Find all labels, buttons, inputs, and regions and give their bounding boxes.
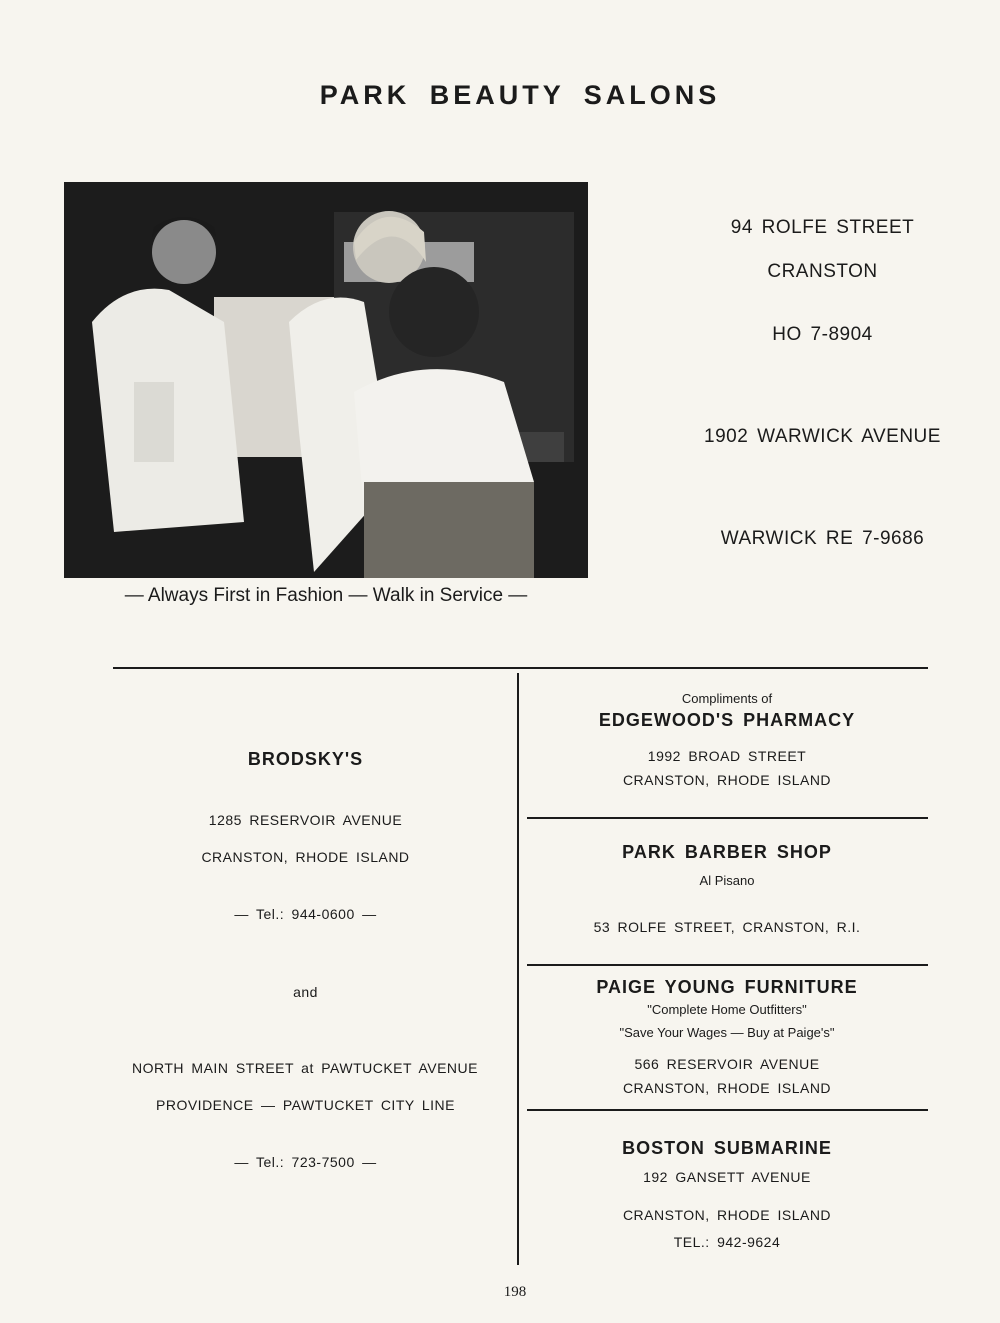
barber-name: PARK BARBER SHOP bbox=[622, 842, 832, 862]
salon-slogan: — Always First in Fashion — Walk in Service — bbox=[124, 585, 528, 606]
boston-address: 192 GANSETT AVENUE bbox=[643, 1169, 811, 1185]
section-divider bbox=[113, 667, 928, 669]
salon-city-1: CRANSTON bbox=[767, 261, 878, 282]
paige-city: CRANSTON, RHODE ISLAND bbox=[622, 1080, 832, 1096]
salon-phone-1: HO 7-8904 bbox=[772, 324, 873, 345]
edgewood-name: EDGEWOOD'S PHARMACY bbox=[598, 710, 856, 730]
salon-address-1: 94 ROLFE STREET bbox=[730, 217, 915, 238]
edgewood-compliments: Compliments of bbox=[681, 691, 773, 706]
salon-address-2: 1902 WARWICK AVENUE bbox=[704, 426, 941, 447]
salon-photo-illustration bbox=[64, 182, 588, 578]
boston-name: BOSTON SUBMARINE bbox=[622, 1138, 832, 1158]
page-title: PARK BEAUTY SALONS bbox=[319, 80, 721, 110]
edgewood-address: 1992 BROAD STREET bbox=[647, 748, 807, 764]
paige-slogan-2: "Save Your Wages — Buy at Paige's" bbox=[619, 1025, 835, 1040]
paige-slogan-1: "Complete Home Outfitters" bbox=[647, 1002, 807, 1017]
brodskys-name: BRODSKY'S bbox=[247, 749, 364, 769]
barber-address: 53 ROLFE STREET, CRANSTON, R.I. bbox=[593, 919, 861, 935]
paige-name: PAIGE YOUNG FURNITURE bbox=[596, 977, 858, 997]
paige-address: 566 RESERVOIR AVENUE bbox=[634, 1056, 820, 1072]
brodskys-city-2: PROVIDENCE — PAWTUCKET CITY LINE bbox=[156, 1097, 455, 1113]
barber-owner: Al Pisano bbox=[699, 873, 755, 888]
brodskys-phone-1: — Tel.: 944-0600 — bbox=[234, 906, 377, 922]
salon-photo bbox=[64, 182, 588, 578]
brodskys-phone-2: — Tel.: 723-7500 — bbox=[234, 1154, 377, 1170]
boston-phone: TEL.: 942-9624 bbox=[673, 1234, 781, 1250]
boston-city: CRANSTON, RHODE ISLAND bbox=[622, 1207, 832, 1223]
salon-phone-2: WARWICK RE 7-9686 bbox=[720, 528, 925, 549]
brodskys-address-1: 1285 RESERVOIR AVENUE bbox=[208, 812, 403, 828]
ad-divider bbox=[527, 964, 928, 966]
ad-divider bbox=[527, 817, 928, 819]
brodskys-and: and bbox=[293, 984, 318, 1000]
page-number: 198 bbox=[503, 1284, 527, 1300]
brodskys-address-2: NORTH MAIN STREET at PAWTUCKET AVENUE bbox=[132, 1060, 478, 1076]
ad-divider bbox=[527, 1109, 928, 1111]
brodskys-city-1: CRANSTON, RHODE ISLAND bbox=[201, 849, 410, 865]
column-divider bbox=[517, 673, 519, 1265]
edgewood-city: CRANSTON, RHODE ISLAND bbox=[622, 772, 832, 788]
